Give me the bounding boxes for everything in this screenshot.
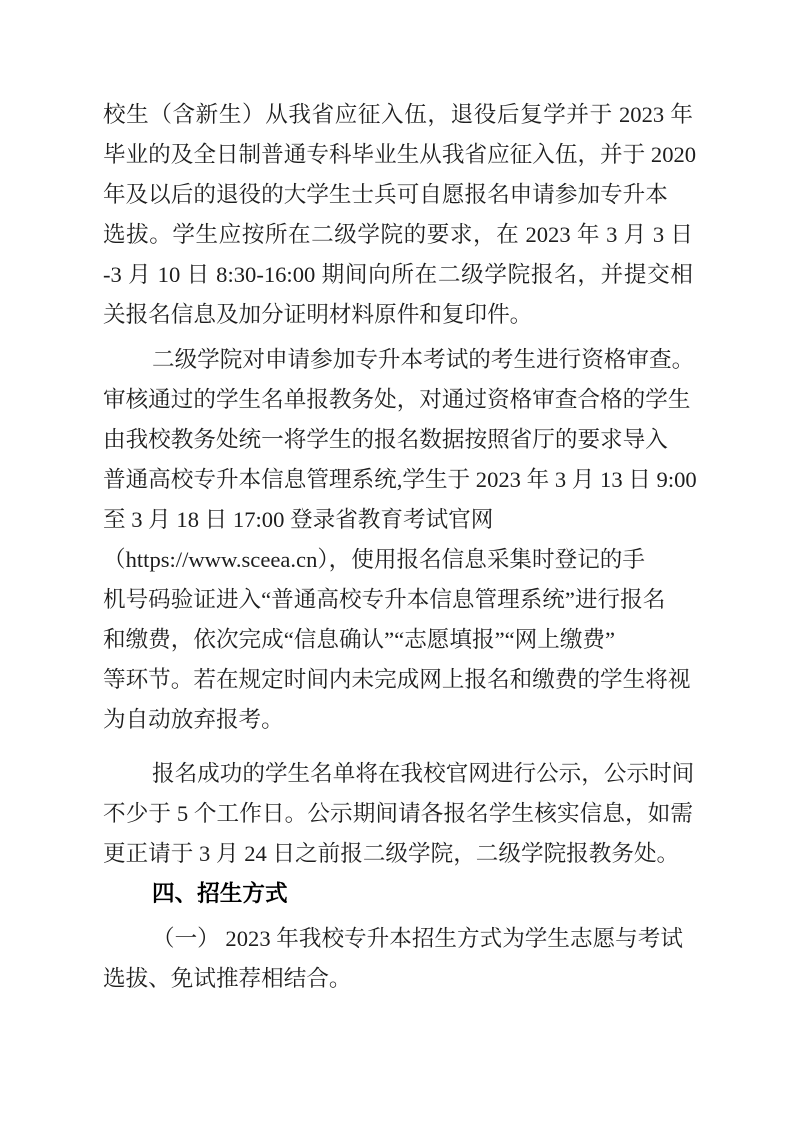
section-heading-enrollment-method: 四、招生方式 [152, 881, 288, 906]
text-line: 和缴费，依次完成“信息确认”“志愿填报”“网上缴费” [103, 627, 616, 652]
text-line: 二级学院对申请参加专升本考试的考生进行资格审查。 [152, 347, 695, 372]
text-line: 年及以后的退役的大学生士兵可自愿报名申请参加专升本 [103, 182, 668, 207]
text-line-with-url: （https://www.sceea.cn），使用报名信息采集时登记的手 [103, 547, 645, 572]
text-line: 至 3 月 18 日 17:00 登录省教育考试官网 [103, 507, 494, 532]
text-line: （一） 2023 年我校专升本招生方式为学生志愿与考试 [152, 926, 683, 951]
text-line: 报名成功的学生名单将在我校官网进行公示，公示时间 [152, 761, 695, 786]
text-line: 选拔、免试推荐相结合。 [103, 966, 352, 991]
text-line: 不少于 5 个工作日。公示期间请各报名学生核实信息，如需 [103, 801, 693, 826]
text-line: 普通高校专升本信息管理系统,学生于 2023 年 3 月 13 日 9:00 [103, 467, 697, 492]
text-line: 关报名信息及加分证明材料原件和复印件。 [103, 302, 533, 327]
text-line: 更正请于 3 月 24 日之前报二级学院，二级学院报教务处。 [103, 841, 680, 866]
text-line: 选拔。学生应按所在二级学院的要求，在 2023 年 3 月 3 日 [103, 222, 693, 247]
text-line: 由我校教务处统一将学生的报名数据按照省厅的要求导入 [103, 427, 668, 452]
text-line: -3 月 10 日 8:30-16:00 期间向所在二级学院报名，并提交相 [103, 262, 693, 287]
text-line: 校生（含新生）从我省应征入伍，退役后复学并于 2023 年 [103, 102, 693, 127]
text-line: 等环节。若在规定时间内未完成网上报名和缴费的学生将视 [103, 667, 691, 692]
text-line: 毕业的及全日制普通专科毕业生从我省应征入伍，并于 2020 [103, 142, 697, 167]
text-line: 为自动放弃报考。 [103, 707, 284, 732]
document-text-block [103, 95, 697, 999]
text-line: 审核通过的学生名单报教务处，对通过资格审查合格的学生 [103, 387, 691, 412]
text-line: 机号码验证进入“普通高校专升本信息管理系统”进行报名 [103, 587, 666, 612]
